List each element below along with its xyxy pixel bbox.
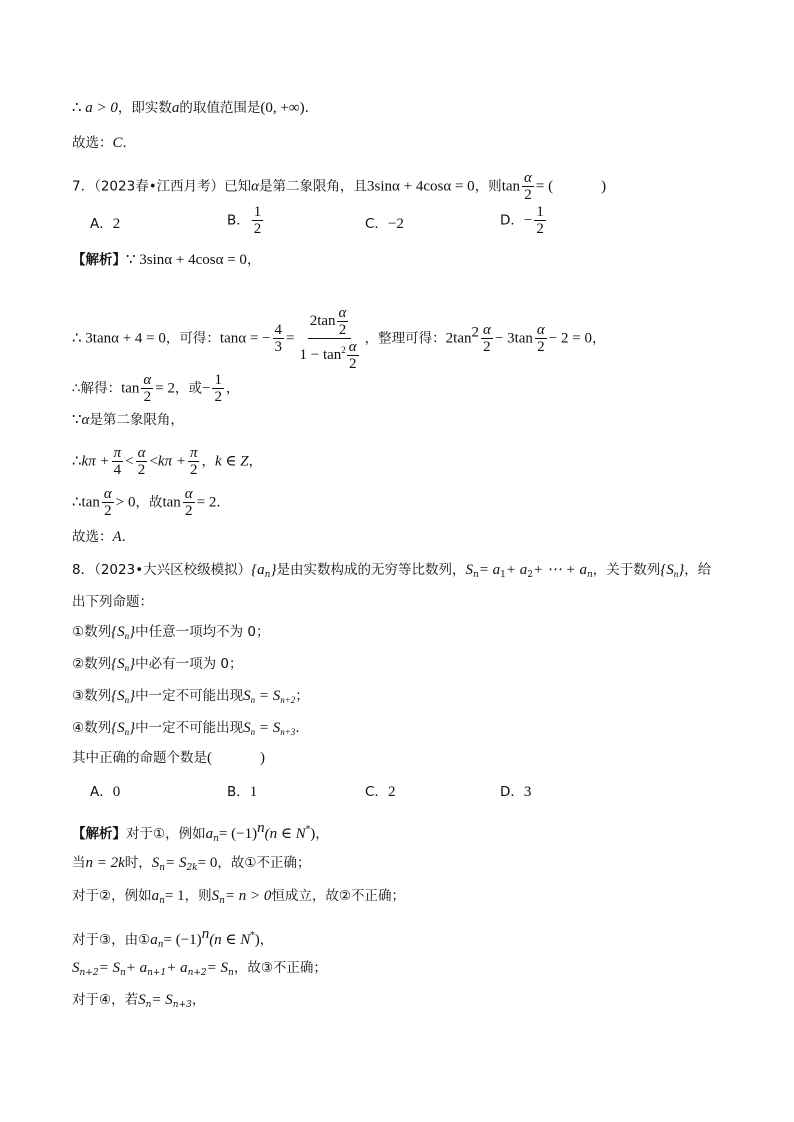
prev-answer-line: 故选：C． — [72, 135, 137, 151]
option-a[interactable]: A．0 — [90, 784, 121, 800]
analysis-tag: 【解析】 — [72, 252, 126, 268]
solution-8-line-5: $S_{n+2}= S_n+ a_{n+1}+ a_{n+2}= S_n$，故③不正确； — [72, 960, 327, 978]
solution-8-line-3: 对于②，例如$a_n= 1$，则$S_n= n > 0$恒成立，故②不正确； — [72, 888, 406, 906]
question-8-ask: 其中正确的命题个数是( ) — [72, 750, 265, 766]
solution-8-line-1: 【解析】对于①，例如$a_n= (-1)^n(n$ ∈ N*)， — [72, 820, 329, 844]
solution-8-line-2: 当n = 2k时，$S_n= S_{2k}= 0$，故①不正确； — [72, 855, 311, 873]
fraction: $\frac{\alpha}{2}$ — [524, 170, 532, 203]
question-7: 7．（2023春•江西月考）已知α是第二象限角，且3sinα + 4cosα = 0，则tan $\frac{\alpha}{2}$ = ( ) — [72, 170, 607, 203]
solution-8-line-4: 对于③，由$①a_n= (-1)^n(n$ ∈ N*)， — [72, 926, 274, 950]
math: a > 0 — [85, 100, 118, 116]
proposition-1: ①数列$\{S_n\}$中任意一项均不为 0； — [72, 624, 270, 641]
solution-7-answer: 故选：A． — [72, 529, 136, 545]
option-d[interactable]: D．3 — [500, 784, 532, 800]
option-b[interactable]: B． $\frac{1}{2}$ — [227, 204, 262, 237]
solution-7-line-2: ∴ 3tanα + 4 = 0，可得：tanα = − $\frac{4}{3}$ = 2tan $\frac{\alpha}{2}$ $1 - \tan^2$ $\frac{\alpha}{2}$ ，整理可得：$2\tan^2$ $\frac{\alpha}{2}$ − 3tan $\frac{\alpha}{2}$ − 2 = 0， — [72, 305, 606, 372]
proposition-2: ②数列$\{S_n\}$中必有一项为 0； — [72, 656, 243, 673]
proposition-4: ④数列$\{S_n\}$中一定不可能出现$S_n = S_{n+3}$． — [72, 720, 309, 737]
solution-8-line-6: 对于④，若$S_n= S_{n+3}$， — [72, 992, 206, 1010]
solution-7-line-4: ∵α是第二象限角， — [72, 412, 184, 428]
option-a[interactable]: A．2 — [90, 216, 121, 232]
question-8-line-2: 出下列命题： — [72, 594, 153, 610]
option-c[interactable]: C．−2 — [365, 216, 404, 232]
option-b[interactable]: B．1 — [227, 784, 258, 800]
solution-7-line-3: ∴解得：tan $\frac{\alpha}{2}$ = 2，或− $\frac{1}{2}$ ， — [72, 372, 240, 405]
solution-7-line-1: 【解析】∵ 3sinα + 4cosα = 0， — [72, 252, 261, 268]
analysis-tag: 【解析】 — [72, 826, 126, 842]
proposition-3: ③数列$\{S_n\}$中一定不可能出现$S_n = S_{n+2}$； — [72, 688, 309, 705]
option-d[interactable]: D．− $\frac{1}{2}$ — [500, 204, 544, 237]
prev-conclusion-line: ∴ a > 0，即实数a的取值范围是(0, +∞)． — [72, 100, 319, 116]
solution-7-line-5: ∴kπ + $\frac{\pi}{4}$ < $\frac{\alpha}{2}$ <kπ + $\frac{\pi}{2}$ ，k ∈ Z， — [72, 445, 263, 478]
solution-7-line-6: ∴tan $\frac{\alpha}{2}$ > 0，故tan $\frac{\alpha}{2}$ = 2． — [72, 486, 230, 519]
option-c[interactable]: C．2 — [365, 784, 396, 800]
question-8: 8．（2023•大兴区校级模拟）$\{a_n\}$是由实数构成的无穷等比数列，$S_n= a_1+ a_2+$ ⋯ + $a_n$，关于数列$\{S_n\}$，给 — [72, 562, 712, 580]
